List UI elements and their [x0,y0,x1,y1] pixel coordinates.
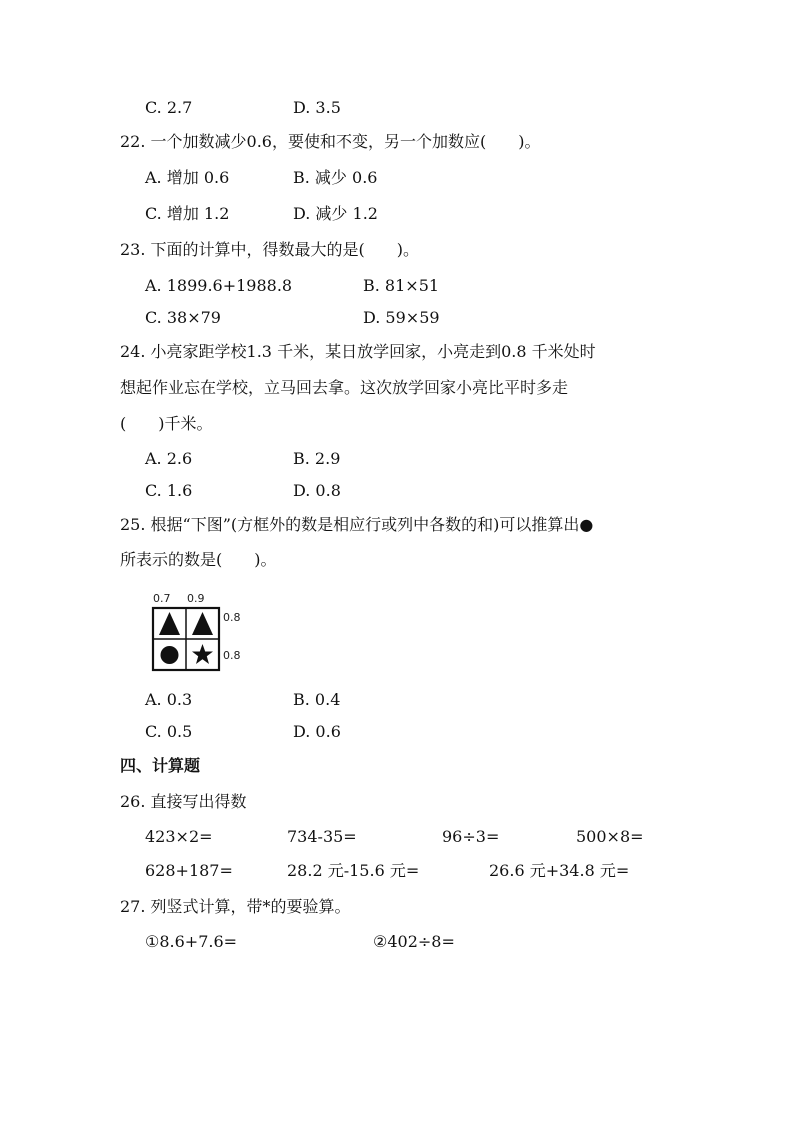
q25-stem-line1: 25. 根据“下图”(方框外的数是相应行或列中各数的和)可以推算出● [120,515,594,534]
q22-option-a: A. 增加 0.6 [145,168,230,187]
q21-option-c: C. 2.7 [145,98,193,117]
q21-option-d: D. 3.5 [293,98,341,117]
triangle-icon [192,612,213,635]
section-heading: 四、计算题 [120,756,201,775]
row-sum-1: 0.8 [223,611,241,624]
q25-option-d: D. 0.6 [293,722,341,741]
q24-stem-line3: ( )千米。 [120,414,213,433]
q23-option-b: B. 81×51 [363,276,440,295]
q23-stem: 23. 下面的计算中，得数最大的是( )。 [120,240,420,259]
q23-option-c: C. 38×79 [145,308,221,327]
q26-item: 500×8= [576,827,644,846]
q27-item-2: ②402÷8= [373,932,455,951]
q26-stem: 26. 直接写出得数 [120,792,247,811]
q23-option-a: A. 1899.6+1988.8 [145,276,293,295]
q27-item-1: ①8.6+7.6= [145,932,238,951]
q25-option-c: C. 0.5 [145,722,193,741]
q26-item: 26.6 元+34.8 元= [489,861,630,880]
q25-grid-figure [150,590,250,674]
q27-stem: 27. 列竖式计算，带*的要验算。 [120,897,351,916]
q24-option-a: A. 2.6 [145,449,193,468]
q22-option-c: C. 增加 1.2 [145,204,230,223]
q24-option-b: B. 2.9 [293,449,341,468]
q25-option-b: B. 0.4 [293,690,341,709]
q25-option-a: A. 0.3 [145,690,193,709]
q26-item: 28.2 元-15.6 元= [287,861,420,880]
q23-option-d: D. 59×59 [363,308,440,327]
q24-stem-line2: 想起作业忘在学校，立马回去拿。这次放学回家小亮比平时多走 [120,378,569,397]
q24-option-d: D. 0.8 [293,481,341,500]
q24-stem-line1: 24. 小亮家距学校1.3 千米，某日放学回家，小亮走到0.8 千米处时 [120,342,596,361]
q26-item: 734-35= [287,827,357,846]
q24-option-c: C. 1.6 [145,481,193,500]
star-icon [192,644,213,664]
col-sum-1: 0.7 [153,592,171,605]
q26-item: 628+187= [145,861,233,880]
q26-item: 96÷3= [442,827,500,846]
q25-stem-line2: 所表示的数是( )。 [120,550,277,569]
q22-option-b: B. 减少 0.6 [293,168,378,187]
q26-item: 423×2= [145,827,213,846]
q22-stem: 22. 一个加数减少0.6，要使和不变，另一个加数应( )。 [120,132,541,151]
row-sum-2: 0.8 [223,649,241,662]
circle-icon [161,646,179,664]
col-sum-2: 0.9 [187,592,205,605]
triangle-icon [159,612,180,635]
q22-option-d: D. 减少 1.2 [293,204,378,223]
